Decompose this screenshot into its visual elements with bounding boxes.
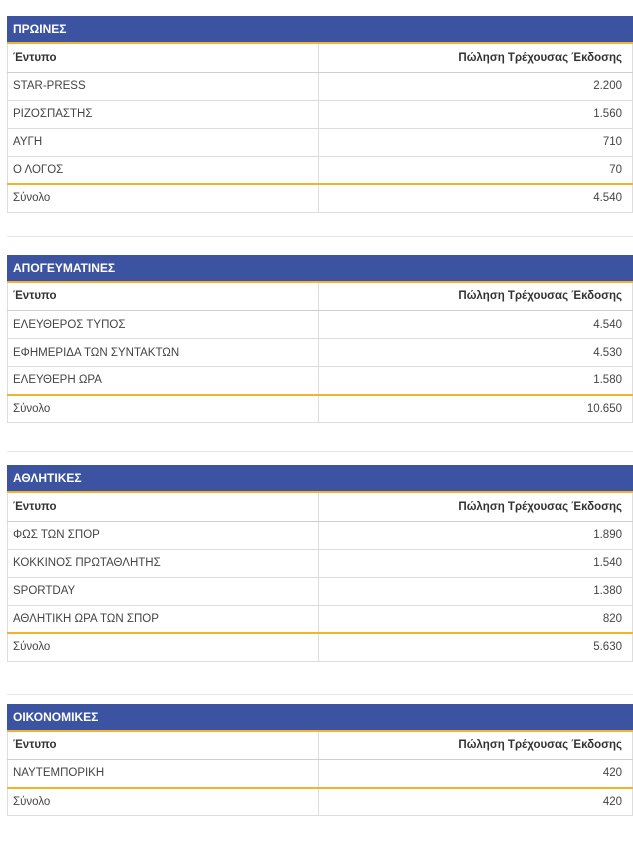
section-divider — [7, 694, 633, 695]
row-value: 2.200 — [319, 72, 633, 100]
table-row — [8, 72, 633, 100]
table-header-row — [8, 493, 633, 521]
column-header-sales: Πώληση Τρέχουσας Έκδοσης — [319, 44, 633, 72]
table-header-row — [8, 732, 633, 760]
section-financial — [7, 704, 633, 817]
row-value: 1.890 — [319, 521, 633, 549]
section-title: ΑΠΟΓΕΥΜΑΤΙΝΕΣ — [7, 255, 633, 283]
total-row — [8, 788, 633, 816]
row-value: 420 — [319, 760, 633, 788]
table-row — [8, 100, 633, 128]
table-row — [8, 605, 633, 633]
row-value: 4.530 — [319, 339, 633, 367]
row-name: Ο ΛΟΓΟΣ — [8, 156, 319, 184]
table-row — [8, 549, 633, 577]
table-header-row — [8, 44, 633, 72]
row-value: 70 — [319, 156, 633, 184]
table-row — [8, 128, 633, 156]
table-row — [8, 760, 633, 788]
total-value: 10.650 — [319, 395, 633, 423]
row-name: ΕΛΕΥΘΕΡΟΣ ΤΥΠΟΣ — [8, 311, 319, 339]
sales-table — [7, 44, 633, 213]
table-row — [8, 156, 633, 184]
column-header-title: Έντυπο — [8, 493, 319, 521]
row-value: 1.580 — [319, 367, 633, 395]
section-sports — [7, 465, 633, 662]
total-value: 4.540 — [319, 184, 633, 212]
row-name: ΚΟΚΚΙΝΟΣ ΠΡΩΤΑΘΛΗΤΗΣ — [8, 549, 319, 577]
total-label: Σύνολο — [8, 395, 319, 423]
table-row — [8, 367, 633, 395]
total-value: 420 — [319, 788, 633, 816]
row-value: 4.540 — [319, 311, 633, 339]
row-value: 1.380 — [319, 577, 633, 605]
row-name: ΡΙΖΟΣΠΑΣΤΗΣ — [8, 100, 319, 128]
column-header-title: Έντυπο — [8, 44, 319, 72]
total-row — [8, 184, 633, 212]
total-row — [8, 395, 633, 423]
row-name: ΕΦΗΜΕΡΙΔΑ ΤΩΝ ΣΥΝΤΑΚΤΩΝ — [8, 339, 319, 367]
row-name: ΦΩΣ ΤΩΝ ΣΠΟΡ — [8, 521, 319, 549]
sales-table — [7, 493, 633, 662]
total-row — [8, 633, 633, 661]
row-name: ΑΥΓΗ — [8, 128, 319, 156]
section-divider — [7, 451, 633, 452]
row-name: ΕΛΕΥΘΕΡΗ ΩΡΑ — [8, 367, 319, 395]
row-value: 1.540 — [319, 549, 633, 577]
total-label: Σύνολο — [8, 788, 319, 816]
table-row — [8, 339, 633, 367]
row-value: 710 — [319, 128, 633, 156]
sales-table — [7, 732, 633, 817]
sales-table — [7, 283, 633, 424]
table-row — [8, 521, 633, 549]
total-value: 5.630 — [319, 633, 633, 661]
row-name: SPORTDAY — [8, 577, 319, 605]
section-afternoon — [7, 255, 633, 424]
section-title: ΟΙΚΟΝΟΜΙΚΕΣ — [7, 704, 633, 732]
section-title: ΠΡΩΙΝΕΣ — [7, 16, 633, 44]
column-header-sales: Πώληση Τρέχουσας Έκδοσης — [319, 493, 633, 521]
row-value: 1.560 — [319, 100, 633, 128]
row-name: ΑΘΛΗΤΙΚΗ ΩΡΑ ΤΩΝ ΣΠΟΡ — [8, 605, 319, 633]
row-name: ΝΑΥΤΕΜΠΟΡΙΚΗ — [8, 760, 319, 788]
row-name: STAR-PRESS — [8, 72, 319, 100]
table-header-row — [8, 283, 633, 311]
table-row — [8, 577, 633, 605]
column-header-title: Έντυπο — [8, 283, 319, 311]
total-label: Σύνολο — [8, 633, 319, 661]
column-header-sales: Πώληση Τρέχουσας Έκδοσης — [319, 732, 633, 760]
section-divider — [7, 236, 633, 237]
row-value: 820 — [319, 605, 633, 633]
sales-page — [7, 16, 633, 816]
total-label: Σύνολο — [8, 184, 319, 212]
section-morning — [7, 16, 633, 213]
column-header-title: Έντυπο — [8, 732, 319, 760]
column-header-sales: Πώληση Τρέχουσας Έκδοσης — [319, 283, 633, 311]
section-title: ΑΘΛΗΤΙΚΕΣ — [7, 465, 633, 493]
table-row — [8, 311, 633, 339]
